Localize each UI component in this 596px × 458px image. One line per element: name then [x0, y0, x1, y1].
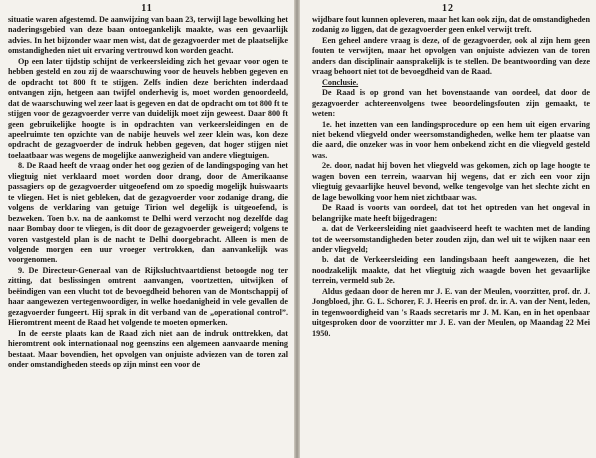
paragraph: De Raad is op grond van het bovenstaande van oordeel, dat door de gezagvoerder achtereenvolgens twee beoordelingsfouten zijn gemaakt, te weten: — [312, 88, 590, 119]
paragraph: a. dat de Verkeersleiding niet gaadviseerd heeft te wachten met de landing tot de weersomstandigheden beter zouden zijn, dan wel uit te wijken naar een ander vliegveld; — [312, 224, 590, 254]
left-page — [0, 0, 294, 458]
paragraph: b. dat de Verkeersleiding een landingsbaan heeft aangewezen, die het noodzakelijk maakte, dat het vliegtuig zich waagde boven het gevaarlijke terrein, vermeld sub 2e. — [312, 255, 590, 286]
right-page-text — [312, 15, 590, 339]
left-page-text — [8, 15, 288, 370]
section-heading: Conclusie. — [322, 77, 359, 87]
paragraph: 9. De Directeur-Generaal van de Rijksluchtvaartdienst betoogde nog ter zitting, dat beslissingen omtrent aanvangen, voortzetten, uitwijken of beëindigen van een vlucht tot de bevoegdheid behoren van de Montschappij of haar aangewezen vertegenwoordiger, in welke hoedanigheid in vele gevallen de gezagvoerder fungeert. Hij sprak in dit verband van de „operational control”. Hieromtrent meent de Raad het volgende te moeten opmerken. — [8, 265, 288, 328]
paragraph: In de eerste plaats kan de Raad zich niet aan de indruk onttrekken, dat hieromtrent ook internationaal nog geenszins een algemeen aanvaarde mening bestaat. Maar bovendien, het opvolgen van onjuiste adviezen van de toren zal onder omstandigheden steeds op zijn minst een voor de — [8, 328, 288, 369]
paragraph: situatie waren afgestemd. De aanwijzing van baan 23, terwijl lage bewolking het naderingsgebied van deze baan ontoegankelijk maakte, was een gevaarlijk advies. In het bijzonder waar men wist, dat de gezagvoerder met de plaatselijke omstandigheden niet uit ervaring vertrouwd kon worden geacht. — [8, 15, 288, 56]
paragraph: wijdbare fout kunnen opleveren, maar het kan ook zijn, dat de omstandigheden zodanig zo liggen, dat de gezagvoerder geen enkel verwijt treft. — [312, 15, 590, 35]
right-page — [300, 0, 596, 458]
paragraph: 2e. door, nadat hij boven het vliegveld was gekomen, zich op lage hoogte te wagen boven een terrein, waarvan hij wegens, dat er zich een voor zijn vliegtuig gevaarlijke heuvel bevond, welke tengevolge van het slechte zicht en de lage bewolking voor hem niet zichtbaar was. — [312, 161, 590, 202]
paragraph: 1e. het inzetten van een landingsprocedure op een hem uit eigen ervaring niet bekend vliegveld onder weersomstandigheden, welke hem ter plaatse van die aard, die onzeker was in voor hem onbekend zicht en die vliegveld gesteld was. — [312, 119, 590, 160]
paragraph: De Raad is voorts van oordeel, dat tot het optreden van het ongeval in belangrijke mate heeft bijgedragen: — [312, 203, 590, 223]
paragraph: Een geheel andere vraag is deze, of de gezagvoerder, ook al zijn hem geen fouten te verwijten, maar het opvolgen van onjuiste adviezen van de toren anders dan disciplinair aansprakelijk is te stellen. De beantwoording van deze vraag behoort niet tot de bevoegdheid van de Raad. — [312, 35, 590, 77]
paragraph: Aldus gedaan door de heren mr J. E. van der Meulen, voorzitter, prof. dr. J. Jongbloed, jhr. G. L. Schorer, F. J. Heeris en prof. dr. ir. A. van der Nent, leden, in tegenwoordigheid van 's Raads secretaris mr J. M. Kan, en in het openbaar uitgesproken door de voorzitter mr J. E. van der Meulen, op Maandag 22 Mei 1950. — [312, 286, 590, 338]
right-page-number: 12 — [442, 3, 454, 14]
paragraph: 8. De Raad heeft de vraag onder het oog gezien of de landingspoging van het vliegtuig niet verklaard moet worden door drang, door de Amerikaanse passagiers op de gezagvoerder uitgeoefend om zo spoedig mogelijk huiswaarts te vliegen. Het is niet gebleken, dat de gezagvoerder voor zodanige drang, die volgens de verklaring van getuige Tirion wel degelijk is uitgeoefend, is bezweken. Toen b.v. na de aankomst te Delhi werd verzocht nog dezelfde dag naar Bombay door te vliegen, is dit door de gezagvoerder geweigerd; volgens te voren vastgesteld plan is de nacht te Delhi doorgebracht. Alleen is men de volgende morgen een uur vroeger vertrokken, dan aanvankelijk was voorgenomen. — [8, 161, 288, 265]
left-page-number: 11 — [141, 3, 153, 14]
paragraph: Op een later tijdstip schijnt de verkeersleiding zich het gevaar voor ogen te hebben gesteld en zou zij de waarschuwing voor de heuvels hebben gegeven en de opdracht tot 800 ft te stijgen. Zelfs indien deze berichten inderdaad ontvangen zijn, hetgeen aan twijfel onderhevig is, moet worden genoordeeld, dat de waarschuwing wel zeer laat is gegeven en dat de opdracht om tot 800 ft te stijgen voor de gezagvoerder verre van duidelijk moet zijn geweest. Daar 800 ft geen gebruikelijke hoogte is in opdrachten van verkeersleidingen en de apeelruimte ten opzichte van de nabije heuvels wel zeer klein was, kon deze opdracht de gezagvoerder de indruk hebben gegeven, dat hoger stijgen niet toelaatbaar was wegens de mogelijke aanwezigheid van andere vliegtuigen. — [8, 56, 288, 160]
